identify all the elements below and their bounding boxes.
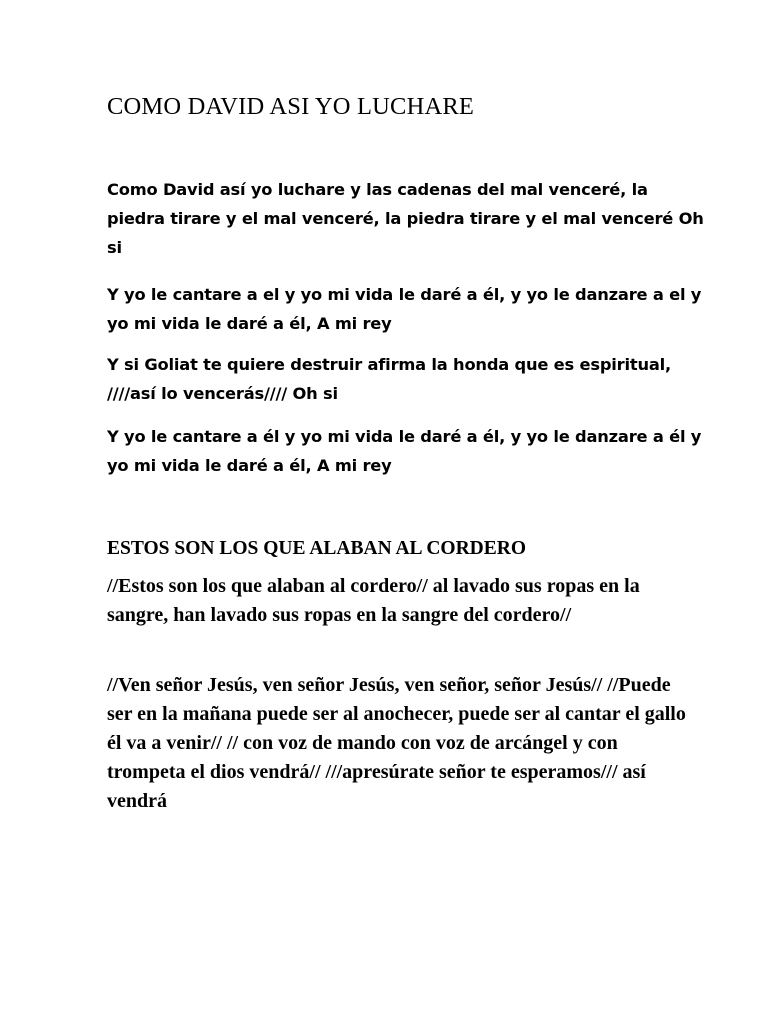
- lyrics-paragraph: Y yo le cantare a él y yo mi vida le daré a él, y yo le danzare a él y yo mi vida le daré a él, A mi rey: [107, 427, 702, 475]
- lyrics-paragraph: //Estos son los que alaban al cordero// al lavado sus ropas en la sangre, han lavado sus ropas en la sangre del cordero//: [107, 575, 640, 626]
- song-title-estos-son: ESTOS SON LOS QUE ALABAN AL CORDERO: [107, 538, 527, 559]
- lyrics-paragraph: Y yo le cantare a el y yo mi vida le daré a él, y yo le danzare a el y yo mi vida le daré a él, A mi rey: [107, 285, 702, 333]
- lyrics-paragraph: //Ven señor Jesús, ven señor Jesús, ven señor, señor Jesús// //Puede ser en la mañana puede ser al anochecer, puede ser al cantar el gallo él va a venir// // con voz de mando con voz de arcángel y con trompeta el dios vendrá// ///apresúrate señor te esperamos/// así vendrá: [107, 674, 686, 812]
- lyrics-paragraph: Y si Goliat te quiere destruir afirma la honda que es espiritual, ////así lo vencerás//// Oh si: [107, 355, 671, 403]
- song-title-como-david: COMO DAVID ASI YO LUCHARE: [107, 93, 475, 120]
- lyrics-paragraph: Como David así yo luchare y las cadenas del mal venceré, la piedra tirare y el mal venceré, la piedra tirare y el mal venceré Oh si: [107, 180, 704, 257]
